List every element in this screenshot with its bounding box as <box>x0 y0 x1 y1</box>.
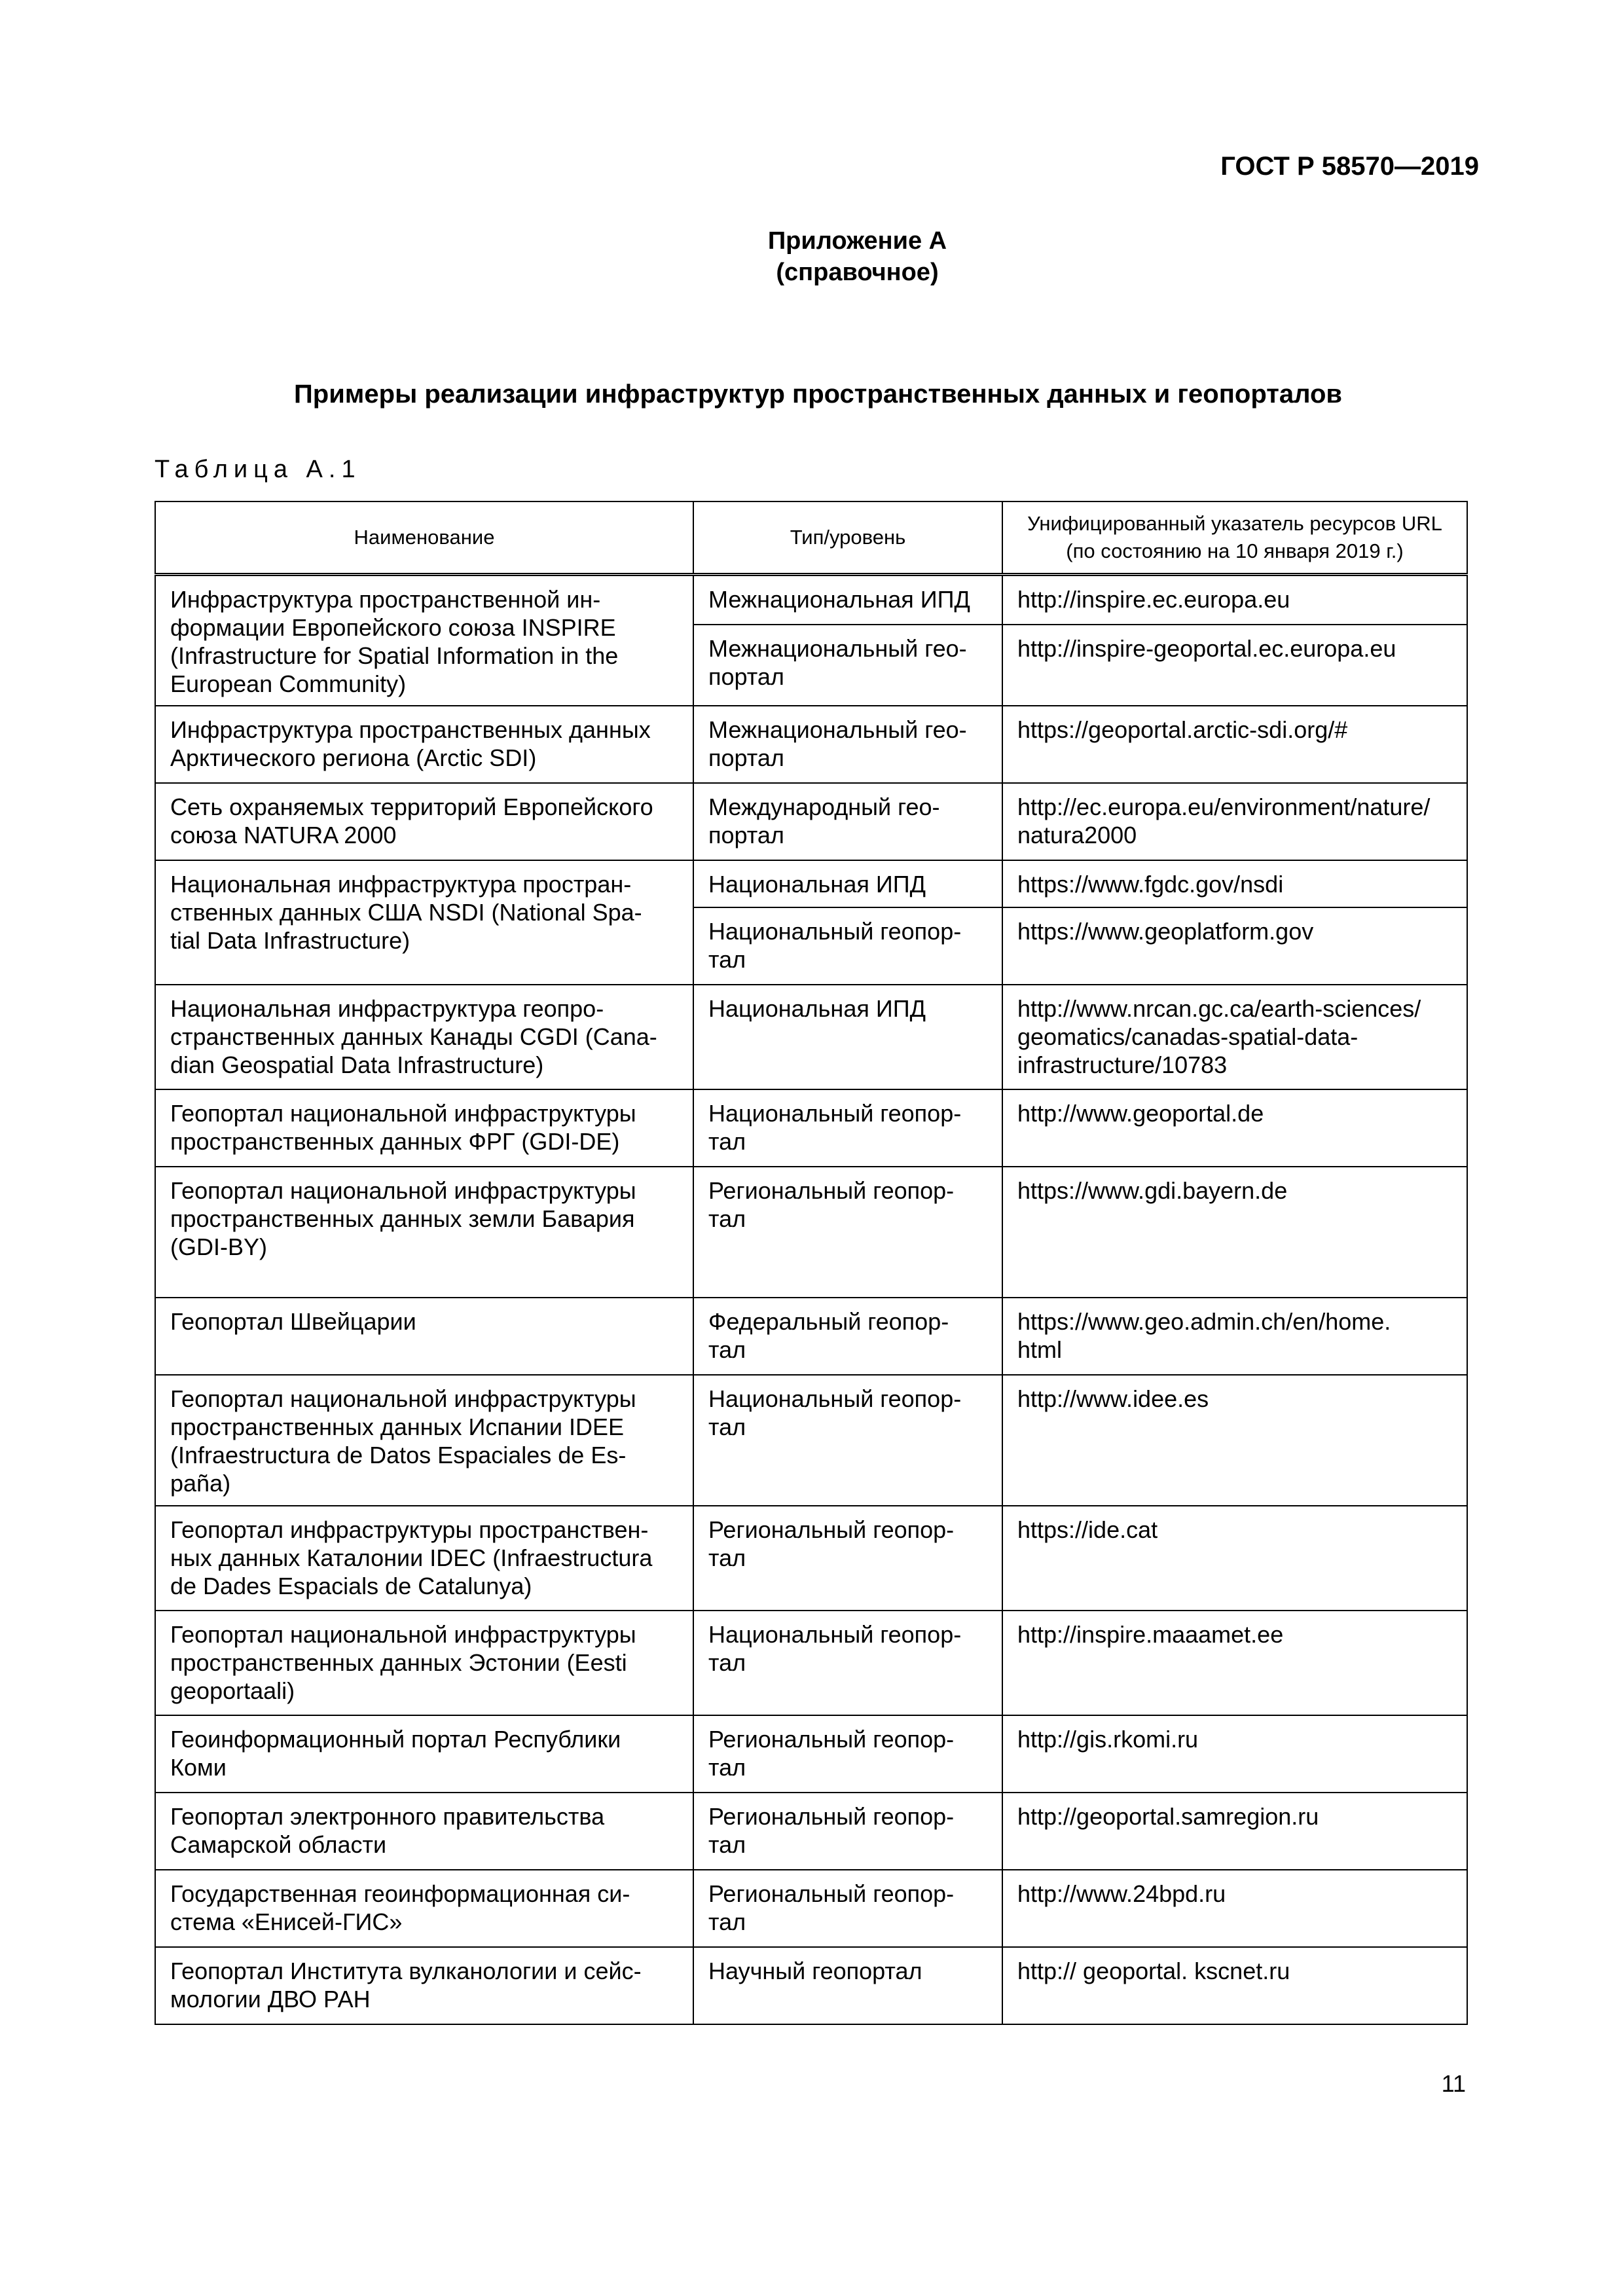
row-name: Геопортал национальной инфраструктуры пространственных данных ФРГ (GDI-DE) <box>170 1099 636 1155</box>
row-url: http://inspire.ec.europa.eu <box>1017 586 1290 613</box>
row-url: http://inspire.maaamet.ee <box>1017 1620 1284 1648</box>
header-url: Унифицированный указатель ресурсов URL (по состоянию на 10 января 2019 г.) <box>1002 501 1467 575</box>
header-type: Тип/уровень <box>693 501 1002 575</box>
row-type: Региональный геопор- тал <box>708 1802 955 1858</box>
row-url: http://ec.europa.eu/environment/nature/ natura2000 <box>1017 793 1431 848</box>
table-body <box>155 575 1467 2024</box>
table-row <box>155 860 1467 907</box>
row-name: Инфраструктура пространственных данных Арктического региона (Arctic SDI) <box>170 716 651 771</box>
data-table <box>155 501 1468 2025</box>
table-row <box>155 1611 1467 1715</box>
table-row <box>155 1506 1467 1611</box>
row-url: https://www.gdi.bayern.de <box>1017 1176 1288 1204</box>
table-row <box>155 1089 1467 1167</box>
table-row <box>155 1947 1467 2024</box>
row-type: Национальная ИПД <box>708 994 926 1022</box>
row-type: Региональный геопор- тал <box>708 1516 955 1571</box>
row-url: http://www.geoportal.de <box>1017 1099 1264 1127</box>
row-name: Геоинформационный портал Республики Коми <box>170 1725 621 1781</box>
appendix-heading <box>0 226 1623 289</box>
table-row <box>155 783 1467 860</box>
row-type: Межнациональный гео- портал <box>708 634 967 690</box>
table-row <box>155 1793 1467 1870</box>
row-name: Геопортал Швейцарии <box>170 1307 416 1335</box>
row-name: Национальная инфраструктура геопро- странственных данных Канады CGDI (Cana- dian Geospatial Data Infrastructure) <box>170 994 657 1078</box>
row-url: http://www.nrcan.gc.ca/earth-sciences/ geomatics/canadas-spatial-data- infrastructure/10783 <box>1017 994 1421 1078</box>
table-row <box>155 1167 1467 1298</box>
row-url: https://www.geo.admin.ch/en/home. html <box>1017 1307 1391 1363</box>
row-type: Региональный геопор- тал <box>708 1880 955 1935</box>
row-name: Геопортал национальной инфраструктуры пространственных данных Эстонии (Eesti geoportaali) <box>170 1620 636 1704</box>
table-row <box>155 985 1467 1089</box>
section-title: Примеры реализации инфраструктур пространственных данных и геопорталов <box>294 380 1342 409</box>
row-url: http://geoportal.samregion.ru <box>1017 1802 1319 1830</box>
table-row <box>155 1715 1467 1793</box>
row-url: https://ide.cat <box>1017 1516 1158 1543</box>
row-type: Региональный геопор- тал <box>708 1725 955 1781</box>
row-name: Геопортал инфраструктуры пространствен- ных данных Каталонии IDEC (Infraestructura de Dades Espacials de Catalunya) <box>170 1516 653 1599</box>
table-label: Таблица А.1 <box>155 456 361 483</box>
row-url: http://www.idee.es <box>1017 1385 1209 1412</box>
row-type: Национальный геопор- тал <box>708 917 962 973</box>
row-name: Сеть охраняемых территорий Европейского союза NATURA 2000 <box>170 793 653 848</box>
appendix-subtitle: (справочное) <box>776 258 939 286</box>
row-url: http://inspire-geoportal.ec.europa.eu <box>1017 634 1396 662</box>
row-type: Межнациональный гео- портал <box>708 716 967 771</box>
row-url: https://www.fgdc.gov/nsdi <box>1017 870 1284 898</box>
row-name: Геопортал национальной инфраструктуры пространственных данных Испании IDEE (Infraestructura de Datos Espaciales de Es- paña) <box>170 1385 636 1497</box>
table-row <box>155 1870 1467 1947</box>
row-name: Геопортал национальной инфраструктуры пространственных данных земли Бавария (GDI-BY) <box>170 1176 636 1260</box>
row-url: https://www.geoplatform.gov <box>1017 917 1314 945</box>
table-row <box>155 1298 1467 1375</box>
row-name: Геопортал электронного правительства Самарской области <box>170 1802 605 1858</box>
row-type: Межнациональная ИПД <box>708 586 970 613</box>
row-url: http:// geoportal. kscnet.ru <box>1017 1957 1290 1984</box>
document-code: ГОСТ Р 58570—2019 <box>1220 152 1479 181</box>
row-type: Научный геопортал <box>708 1957 922 1984</box>
header-name: Наименование <box>155 501 693 575</box>
row-url: http://gis.rkomi.ru <box>1017 1725 1199 1753</box>
page-number: 11 <box>1441 2070 1466 2097</box>
row-name: Геопортал Института вулканологии и сейс- мологии ДВО РАН <box>170 1957 642 2013</box>
row-type: Федеральный геопор- тал <box>708 1307 949 1363</box>
table-row <box>155 575 1467 625</box>
row-type: Международный гео- портал <box>708 793 940 848</box>
row-url: https://geoportal.arctic-sdi.org/# <box>1017 716 1348 743</box>
row-name: Инфраструктура пространственной ин- формации Европейского союза INSPIRE (Infrastructure for Spatial Information in the European Community) <box>170 586 619 697</box>
row-url: http://www.24bpd.ru <box>1017 1880 1226 1907</box>
table-header-row <box>155 501 1467 575</box>
row-type: Национальный геопор- тал <box>708 1620 962 1676</box>
row-type: Региональный геопор- тал <box>708 1176 955 1232</box>
row-type: Национальная ИПД <box>708 870 926 898</box>
row-type: Национальный геопор- тал <box>708 1099 962 1155</box>
row-name: Государственная геоинформационная си- стема «Енисей-ГИС» <box>170 1880 630 1935</box>
appendix-title: Приложение А <box>767 227 947 255</box>
table-row <box>155 706 1467 783</box>
table-row <box>155 1375 1467 1506</box>
row-type: Национальный геопор- тал <box>708 1385 962 1440</box>
row-name: Национальная инфраструктура простран- ственных данных США NSDI (National Spa- tial Data Infrastructure) <box>170 870 642 954</box>
